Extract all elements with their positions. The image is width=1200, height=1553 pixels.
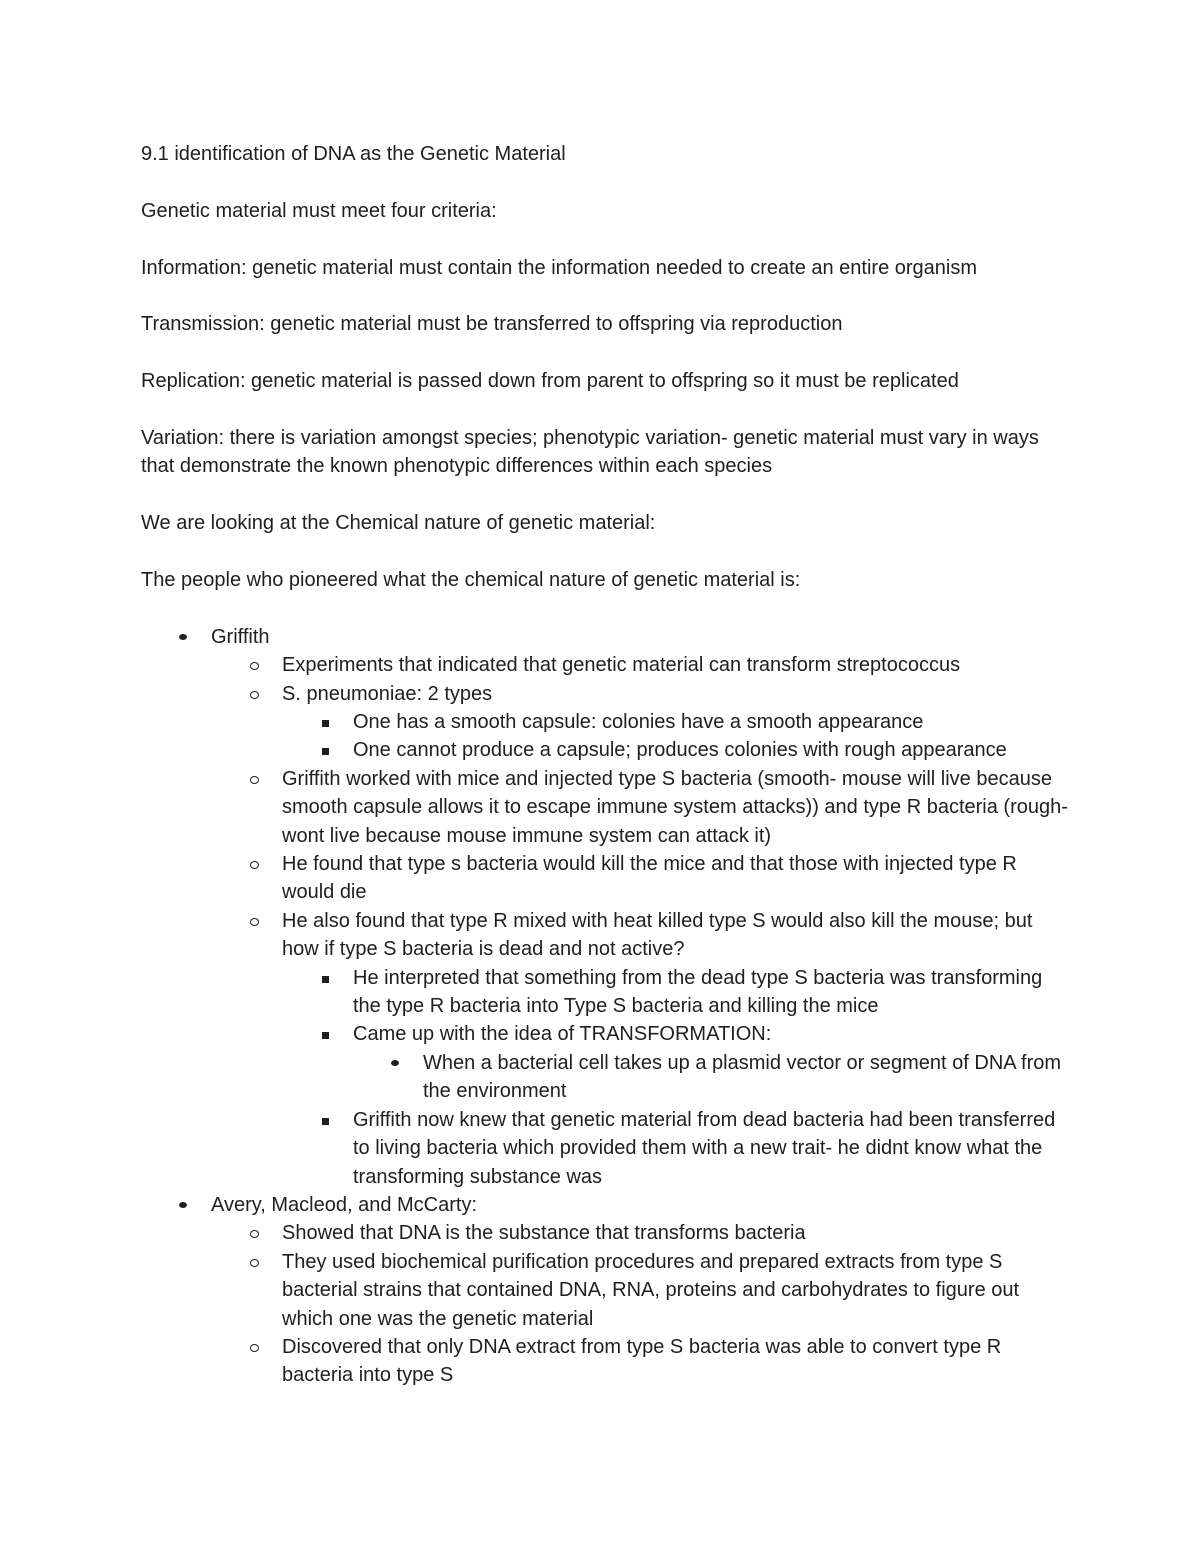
pioneers-intro: The people who pioneered what the chemical nature of genetic material is: (141, 568, 801, 591)
list-item (141, 1333, 1071, 1390)
criteria-intro: Genetic material must meet four criteria: (141, 199, 497, 222)
list-item-text: When a bacterial cell takes up a plasmid vector or segment of DNA from the environment (423, 1051, 1062, 1103)
bullet-circle-icon (247, 680, 263, 708)
list-item-text: Came up with the idea of TRANSFORMATION: (353, 1023, 772, 1046)
bullet-circle-icon (247, 850, 263, 878)
list-item (141, 1020, 1071, 1048)
criterion-variation: Variation: there is variation amongst species; phenotypic variation- genetic material must vary in ways that demonstrate the known phenotypic differences within each species (141, 426, 1039, 478)
bullet-square-icon (318, 708, 334, 736)
bullet-square-icon (318, 736, 334, 764)
bullet-circle-icon (247, 765, 263, 793)
list-item-avery (141, 1191, 1071, 1219)
list-item-text: One has a smooth capsule: colonies have a smooth appearance (353, 711, 924, 733)
list-item (141, 651, 1071, 679)
bullet-circle-icon (247, 907, 263, 935)
pioneers-list (141, 623, 1071, 1390)
list-item-text: He interpreted that something from the dead type S bacteria was transforming the type R bacteria into Type S bacteria and killing the mice (353, 966, 1043, 1018)
list-item-text: Griffith now knew that genetic material from dead bacteria had been transferred to living bacteria which provided them with a new trait- he didnt know what the transforming substance was (353, 1108, 1056, 1188)
document-title: 9.1 identification of DNA as the Genetic Material (141, 143, 566, 165)
criterion-information: Information: genetic material must contain the information needed to create an entire organism (141, 256, 978, 279)
list-item-text: S. pneumoniae: 2 types (282, 682, 493, 705)
bullet-circle-icon (247, 651, 263, 679)
criterion-transmission: Transmission: genetic material must be transferred to offspring via reproduction (141, 313, 843, 336)
bullet-circle-icon (247, 1248, 263, 1276)
list-item-text: He also found that type R mixed with heat killed type S would also kill the mouse; but how if type S bacteria is dead and not active? (282, 909, 1033, 961)
list-item (141, 1106, 1071, 1191)
list-item-text: Avery, Macleod, and McCarty: (211, 1193, 478, 1216)
list-item-griffith (141, 623, 1071, 651)
list-item-text: He found that type s bacteria would kill the mice and that those with injected type R would die (282, 853, 1017, 904)
list-item-text: Experiments that indicated that genetic material can transform streptococcus (282, 654, 961, 677)
list-item-text: Showed that DNA is the substance that transforms bacteria (282, 1222, 806, 1245)
list-item-text: One cannot produce a capsule; produces colonies with rough appearance (353, 739, 1007, 762)
list-item (141, 708, 1071, 736)
document-page (141, 140, 1071, 1390)
bullet-square-icon (318, 1020, 334, 1048)
list-item-text: Griffith worked with mice and injected type S bacteria (smooth- mouse will live because smooth capsule allows it to escape immune system attacks)) and type R bacteria (rough- wont live because mouse immune system can attack it) (282, 767, 1068, 847)
list-item (141, 765, 1071, 850)
list-item (141, 1248, 1071, 1333)
criterion-replication: Replication: genetic material is passed down from parent to offspring so it must be replicated (141, 370, 959, 393)
list-item (141, 907, 1071, 964)
bullet-disc-icon (388, 1049, 404, 1077)
list-item-text: They used biochemical purification procedures and prepared extracts from type S bacterial strains that contained DNA, RNA, proteins and carbohydrates to figure out which one was the genetic material (282, 1250, 1020, 1330)
bullet-circle-icon (247, 1333, 263, 1361)
list-item-text: Griffith (211, 625, 270, 648)
list-item (141, 736, 1071, 764)
list-item (141, 1049, 1071, 1106)
bullet-square-icon (318, 964, 334, 992)
list-item-text: Discovered that only DNA extract from type S bacteria was able to convert type R bacteria into type S (282, 1335, 1002, 1387)
bullet-disc-icon (176, 623, 192, 651)
list-item (141, 680, 1071, 708)
list-item (141, 964, 1071, 1021)
list-item (141, 850, 1071, 907)
list-item (141, 1219, 1071, 1247)
bullet-square-icon (318, 1106, 334, 1134)
chemical-nature-heading: We are looking at the Chemical nature of genetic material: (141, 512, 656, 535)
bullet-disc-icon (176, 1191, 192, 1219)
bullet-circle-icon (247, 1219, 263, 1247)
